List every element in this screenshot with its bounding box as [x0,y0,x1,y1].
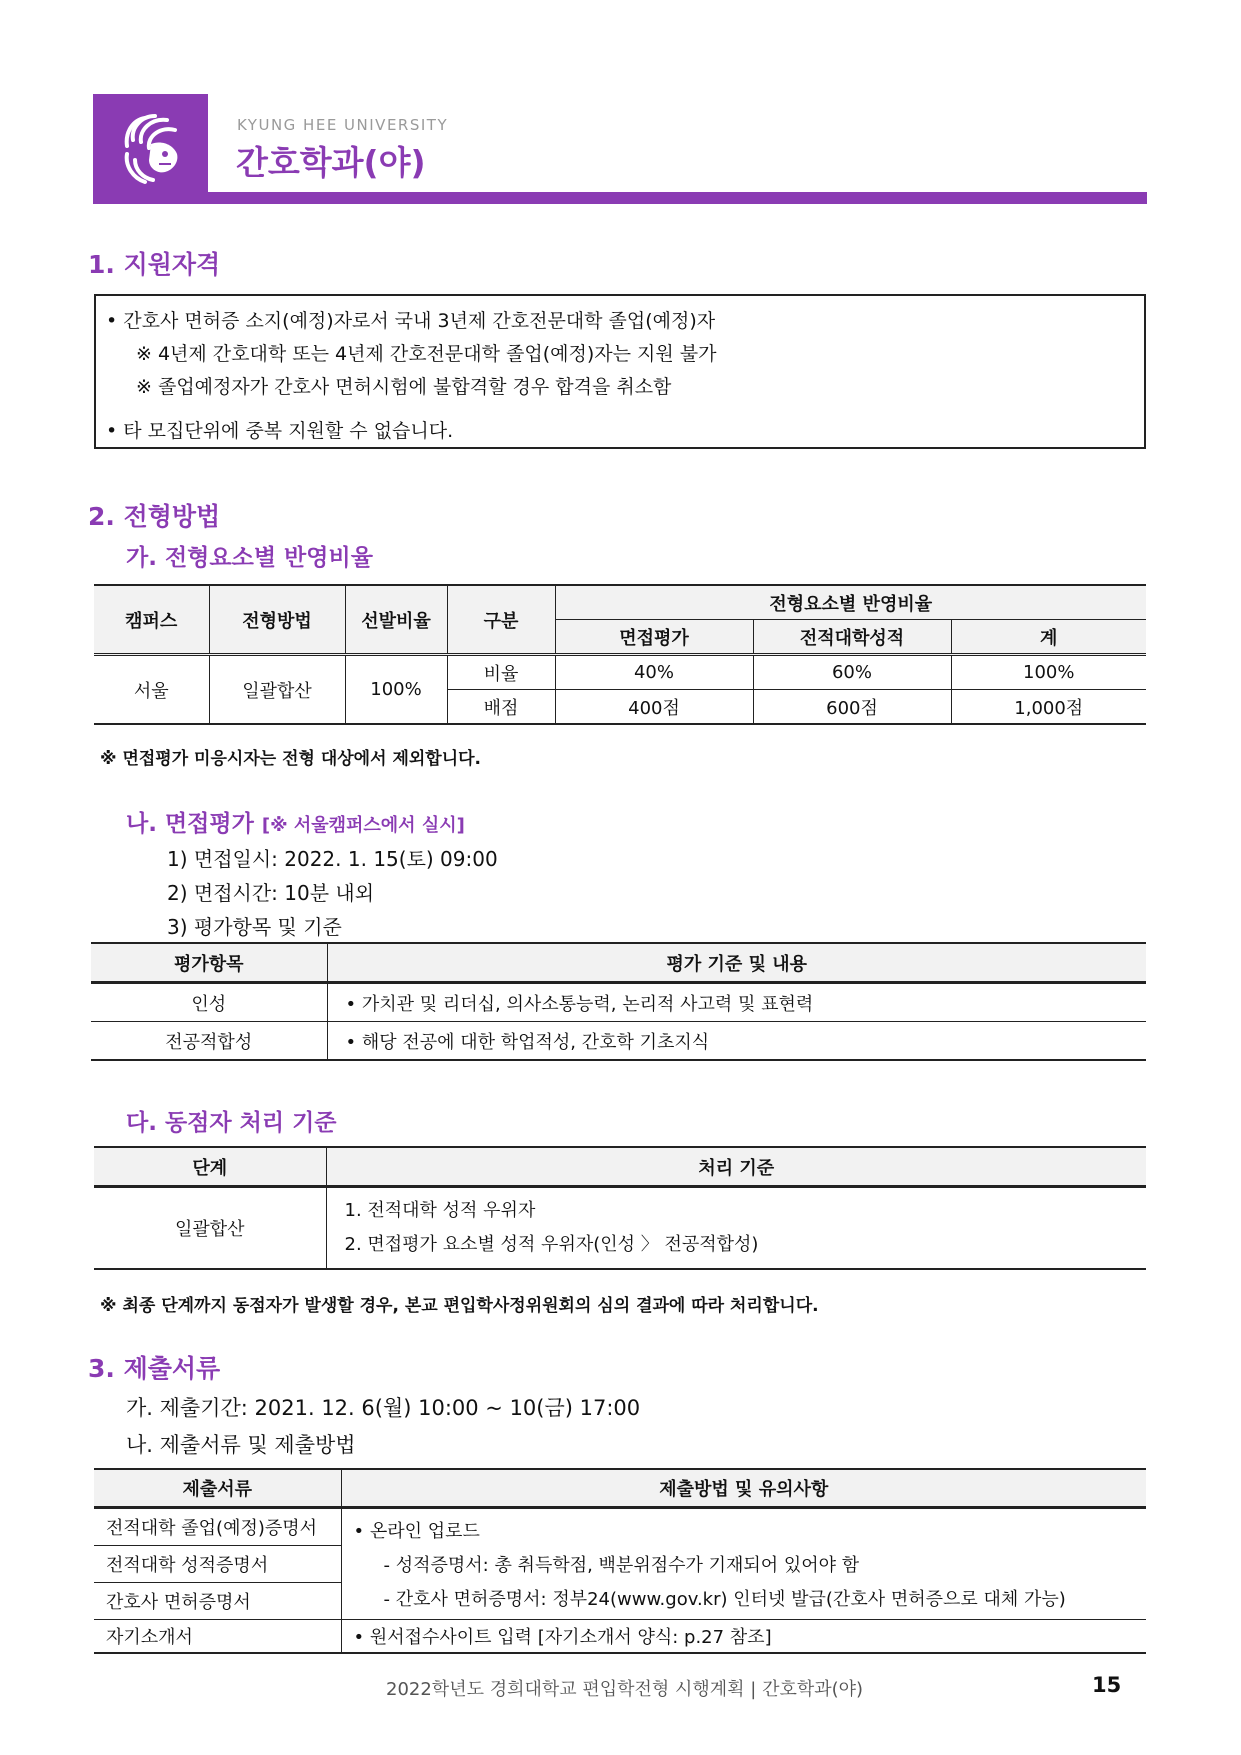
cell-select-ratio: 100% [345,655,447,725]
eligibility-box [94,294,1146,449]
section-2-title: 2. 전형방법 [88,502,221,531]
table-row: 전적대학 성적증명서 [94,1546,341,1583]
col-submission-method: 제출방법 및 유의사항 [341,1469,1146,1508]
tie-criterion: 2. 면접평가 요소별 성적 우위자(인성 〉 전공적합성) [344,1234,759,1255]
eligibility-item: • 타 모집단위에 중복 지원할 수 없습니다. [106,420,454,442]
col-total: 계 [951,620,1146,655]
cell-ratio-grades: 60% [753,655,951,690]
documents-table [94,1468,1146,1654]
subsection-c-title: 다. 동점자 처리 기준 [126,1110,337,1136]
section-1-title: 1. 지원자격 [88,250,221,279]
evaluation-table [91,942,1146,1061]
table-row: 전공적합성 [91,1022,327,1061]
interview-note: ※ 면접평가 미응시자는 전형 대상에서 제외합니다. [100,749,482,769]
cell-stage: 일괄합산 [94,1187,326,1270]
tie-note: ※ 최종 단계까지 동점자가 발생할 경우, 본교 편입학사정위원회의 심의 결과에 따라 처리합니다. [100,1296,819,1316]
table-row: 전적대학 졸업(예정)증명서 [94,1508,341,1546]
table-row: 인성 [91,983,327,1022]
university-logo [93,94,208,202]
tie-criterion: 1. 전적대학 성적 우위자 [344,1200,536,1221]
university-name: KYUNG HEE UNIVERSITY [237,116,449,134]
col-stage: 단계 [94,1147,326,1187]
submission-period: 가. 제출기간: 2021. 12. 6(월) 10:00 ~ 10(금) 17:00 [126,1396,641,1420]
cell-score-interview: 400점 [555,690,753,725]
cell-tie-criteria [326,1187,1146,1270]
eligibility-note: ※ 졸업예정자가 간호사 면허시험에 불합격할 경우 합격을 취소함 [136,376,672,398]
cell-ratio-total: 100% [951,655,1146,690]
submission-docs-label: 나. 제출서류 및 제출방법 [126,1433,356,1457]
tie-break-table [94,1146,1146,1270]
cell-score-label: 배점 [447,690,555,725]
ratio-table [94,584,1146,725]
section-3-title: 3. 제출서류 [88,1354,221,1383]
cell-score-total: 1,000점 [1014,697,1084,719]
method-note: - 간호사 면허증명서: 정부24(www.gov.kr) 인터넷 발급(간호사 면허증으로 대체 가능) [383,1589,1066,1610]
cell-upload-method [341,1508,1146,1620]
col-method: 전형방법 [209,585,345,655]
cell-ratio-interview: 40% [555,655,753,690]
table-row: 간호사 면허증명서 [94,1583,341,1620]
subsection-a-title: 가. 전형요소별 반영비율 [126,545,373,571]
col-prev-grades: 전적대학성적 [753,620,951,655]
col-group: 전형요소별 반영비율 [555,585,1146,620]
page-number: 15 [1092,1673,1122,1697]
interview-date: 1) 면접일시: 2022. 1. 15(토) 09:00 [167,847,498,871]
cell-method: 일괄합산 [209,655,345,725]
col-campus: 캠퍼스 [94,585,209,655]
method-upload: • 온라인 업로드 [353,1521,480,1542]
col-documents: 제출서류 [94,1469,341,1508]
subsection-b-label: 나. 면접평가 [126,811,254,837]
footer-text: 2022학년도 경희대학교 편입학전형 시행계획 | 간호학과(야) [386,1679,864,1700]
subsection-b-title [126,805,465,838]
page-title: 간호학과(야) [236,143,426,182]
cell-campus: 서울 [94,655,209,725]
col-tie-criteria: 처리 기준 [326,1147,1146,1187]
interview-criteria-label: 3) 평가항목 및 기준 [167,915,342,939]
table-row: • 가치관 및 리더십, 의사소통능력, 논리적 사고력 및 표현력 [327,983,1146,1022]
col-category: 구분 [447,585,555,655]
col-select-ratio: 선발비율 [345,585,447,655]
cell-ratio-label: 비율 [447,655,555,690]
eligibility-note: ※ 4년제 간호대학 또는 4년제 간호전문대학 졸업(예정)자는 지원 불가 [136,343,717,365]
col-eval-criteria: 평가 기준 및 내용 [327,943,1146,983]
col-eval-item: 평가항목 [91,943,327,983]
subsection-b-note: [※ 서울캠퍼스에서 실시] [261,815,465,836]
header-divider [93,192,1147,204]
method-online-form: • 원서접수사이트 입력 [자기소개서 양식: p.27 참조] [353,1627,772,1648]
cell-score-grades: 600점 [753,690,951,725]
interview-time: 2) 면접시간: 10분 내외 [167,881,375,905]
table-row: • 해당 전공에 대한 학업적성, 간호학 기초지식 [345,1031,710,1053]
col-interview: 면접평가 [555,620,753,655]
eligibility-item: • 간호사 면허증 소지(예정)자로서 국내 3년제 간호전문대학 졸업(예정)자 [106,310,716,332]
method-note: - 성적증명서: 총 취득학점, 백분위점수가 기재되어 있어야 함 [383,1555,860,1576]
table-row: 자기소개서 [94,1620,341,1654]
lion-icon [115,110,187,186]
